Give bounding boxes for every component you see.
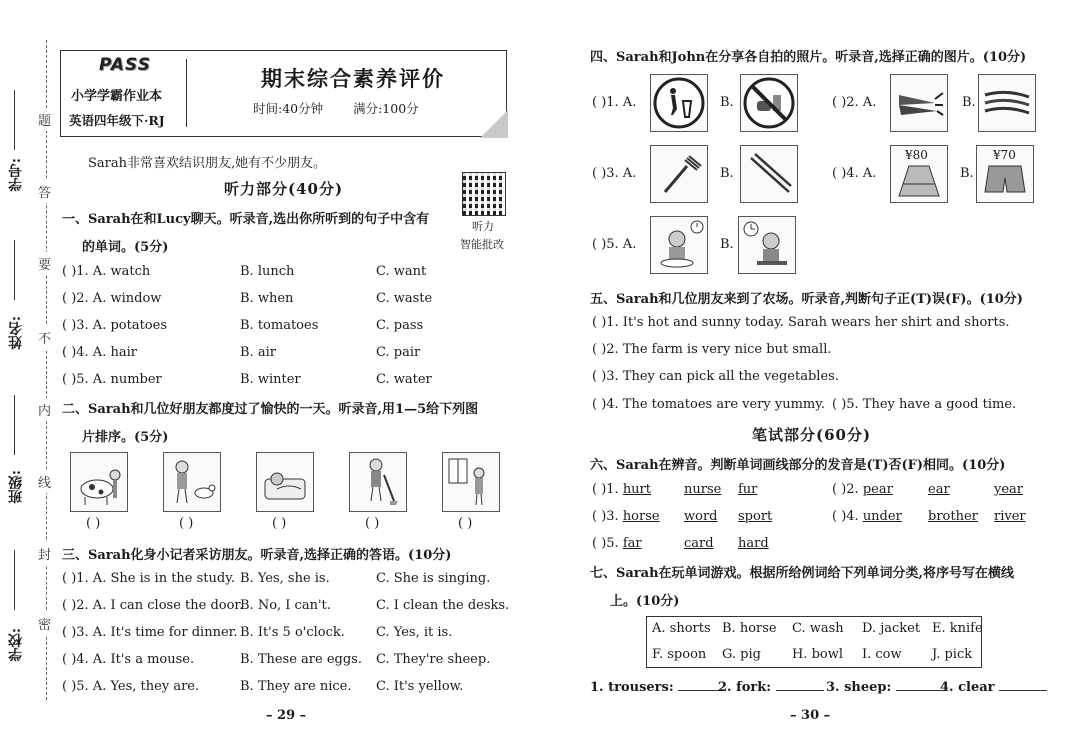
exam-header	[60, 50, 507, 137]
qr-caption-1: 听力	[472, 220, 494, 233]
seal-char: 线	[38, 470, 51, 493]
category-blank[interactable]	[896, 678, 944, 691]
s4-q1-b-label: B.	[720, 95, 734, 110]
girl-sleeping-picture	[256, 452, 314, 512]
seal-char: 内	[38, 398, 51, 421]
category-clear	[940, 678, 1047, 695]
seal-char: 题	[38, 108, 51, 131]
no-food-sign-icon	[740, 74, 798, 132]
s1-q5-c: C. water	[376, 372, 432, 387]
s4-q4-b-label: B.	[960, 166, 974, 181]
s6-q3-word2: word	[684, 509, 718, 524]
category-label: 3. sheep:	[826, 680, 892, 695]
green-beans-picture	[978, 74, 1036, 132]
section2-title: 二、Sarah和几位好朋友都度过了愉快的一天。听录音,用1—5给下列图	[62, 402, 479, 417]
s3-q1-b: B. Yes, she is.	[240, 571, 330, 586]
s3-q4-c: C. They're sheep.	[376, 652, 491, 667]
s3-q3-b: B. It's 5 o'clock.	[240, 625, 345, 640]
s6-q2-word2: ear	[928, 482, 950, 497]
s6-q3-word1: horse	[622, 509, 660, 524]
word-bank-item: D. jacket	[862, 621, 921, 636]
school-label: 学校:	[8, 628, 24, 662]
section6-title: 六、Sarah在辨音。判断单词画线部分的发音是(T)否(F)相同。(10分)	[590, 458, 1006, 473]
s6-q2-word1: pear	[862, 482, 893, 497]
s1-q5[interactable]: ( )5. A. number	[62, 372, 162, 387]
seal-char: 封	[38, 542, 51, 565]
s6-q1-word1: hurt	[622, 482, 651, 497]
seal-char: 不	[38, 326, 51, 349]
section3-title: 三、Sarah化身小记者采访朋友。听录音,选择正确的答语。(10分)	[62, 548, 452, 563]
s1-q1-c: C. want	[376, 264, 427, 279]
page-curl	[480, 110, 508, 138]
section1-title: 一、Sarah在和Lucy聊天。听录音,选出你所听到的句子中含有	[62, 212, 430, 227]
s3-q1[interactable]: ( )1. A. She is in the study.	[62, 571, 235, 586]
category-sheep	[826, 678, 944, 695]
s6-q3[interactable]: ( )3. horse	[592, 509, 660, 524]
s6-q5-word3: hard	[738, 536, 769, 551]
word-bank-item: A. shorts	[652, 621, 711, 636]
chopsticks-picture	[740, 145, 798, 203]
s6-q1[interactable]: ( )1. hurt	[592, 482, 651, 497]
girl-eating-picture	[650, 216, 708, 274]
brand-name: 小学学霸作业本	[71, 89, 163, 104]
s6-q2-word3: year	[994, 482, 1024, 497]
s3-q4[interactable]: ( )4. A. It's a mouse.	[62, 652, 195, 667]
s3-q3-c: C. Yes, it is.	[376, 625, 453, 640]
s3-q2-c: C. I clean the desks.	[376, 598, 510, 613]
s4-q2[interactable]: ( )2. A.	[832, 95, 877, 110]
s1-q1[interactable]: ( )1. A. watch	[62, 264, 151, 279]
exam-score: 满分:100分	[353, 101, 419, 116]
child-with-goat-picture	[163, 452, 221, 512]
student-id-label: 学号:	[8, 158, 24, 192]
s3-q1-c: C. She is singing.	[376, 571, 491, 586]
shorts-picture	[976, 145, 1034, 203]
no-littering-sign-icon	[650, 74, 708, 132]
category-fork	[718, 678, 824, 695]
word-bank-item: B. horse	[722, 621, 777, 636]
carrots-picture	[890, 74, 948, 132]
s3-q2[interactable]: ( )2. A. I can close the door.	[62, 598, 244, 613]
class-blank[interactable]	[14, 395, 15, 455]
seal-line	[46, 40, 47, 700]
s1-q4[interactable]: ( )4. A. hair	[62, 345, 137, 360]
word-bank-item: E. knife	[932, 621, 983, 636]
grade-label: 英语四年级下·RJ	[69, 113, 165, 128]
farm-cow-picture	[70, 452, 128, 512]
s1-q2-b: B. when	[240, 291, 294, 306]
s6-q3-word3: sport	[738, 509, 773, 524]
page-number-left: – 29 –	[266, 708, 307, 723]
s4-q3-b-label: B.	[720, 166, 734, 181]
skirt-price: ¥80	[905, 148, 928, 162]
section7-title-cont: 上。(10分)	[610, 594, 680, 609]
s6-q4-word1: under	[862, 509, 902, 524]
s5-q3[interactable]: ( )3. They can pick all the vegetables.	[592, 369, 839, 384]
s1-q4-c: C. pair	[376, 345, 421, 360]
section7-title: 七、Sarah在玩单词游戏。根据所给例词给下列单词分类,将序号写在横线	[590, 566, 1015, 581]
shorts-icon	[977, 162, 1033, 202]
s6-q1-word3: fur	[738, 482, 758, 497]
word-bank-item: C. wash	[792, 621, 844, 636]
word-bank-item: G. pig	[722, 647, 761, 662]
category-blank[interactable]	[776, 678, 824, 691]
s5-q2[interactable]: ( )2. The farm is very nice but small.	[592, 342, 832, 357]
section1-title-cont: 的单词。(5分)	[82, 240, 169, 255]
child-sweeping-picture	[349, 452, 407, 512]
s2-paren-2[interactable]: ( )	[179, 516, 194, 531]
category-blank[interactable]	[999, 678, 1047, 691]
s2-paren-3[interactable]: ( )	[272, 516, 287, 531]
fork-picture	[650, 145, 708, 203]
s3-q5-c: C. It's yellow.	[376, 679, 464, 694]
student-id-blank[interactable]	[14, 90, 15, 150]
skirt-picture	[890, 145, 948, 203]
header-divider	[186, 59, 187, 127]
s6-q5-word1: far	[622, 536, 642, 551]
s1-q5-b: B. winter	[240, 372, 301, 387]
s4-q3[interactable]: ( )3. A.	[592, 166, 637, 181]
s1-q3[interactable]: ( )3. A. potatoes	[62, 318, 168, 333]
exam-meta	[253, 99, 419, 117]
s3-q5-b: B. They are nice.	[240, 679, 352, 694]
word-bank-item: J. pick	[932, 647, 973, 662]
page-number-right: – 30 –	[790, 708, 831, 723]
s6-q5-word2: card	[684, 536, 714, 551]
pass-logo: PASS	[99, 55, 151, 75]
writing-title: 笔试部分(60分)	[752, 426, 872, 444]
s1-q2[interactable]: ( )2. A. window	[62, 291, 162, 306]
s1-q3-c: C. pass	[376, 318, 424, 333]
exam-title: 期末综合素养评价	[261, 66, 445, 91]
word-bank-item: I. cow	[862, 647, 902, 662]
s4-q2-b-label: B.	[962, 95, 976, 110]
listening-title: 听力部分(40分)	[224, 180, 344, 198]
s2-paren-4[interactable]: ( )	[365, 516, 380, 531]
exam-time: 时间:40分钟	[253, 101, 324, 116]
s3-q3[interactable]: ( )3. A. It's time for dinner.	[62, 625, 238, 640]
category-label: 2. fork:	[718, 680, 772, 695]
seal-char: 密	[38, 612, 51, 635]
skirt-icon	[891, 162, 947, 202]
s5-q5[interactable]: ( )5. They have a good time.	[832, 397, 1017, 412]
seal-char: 要	[38, 252, 51, 275]
word-bank-item: F. spoon	[652, 647, 707, 662]
s4-q5[interactable]: ( )5. A.	[592, 237, 637, 252]
qr-code-icon[interactable]	[462, 172, 506, 216]
category-label: 4. clear	[940, 680, 995, 695]
s6-q1-word2: nurse	[684, 482, 722, 497]
girl-in-room-picture	[442, 452, 500, 512]
category-trousers	[590, 678, 726, 695]
section5-title: 五、Sarah和几位朋友来到了农场。听录音,判断句子正(T)误(F)。(10分)	[590, 292, 1023, 307]
s1-q2-c: C. waste	[376, 291, 433, 306]
s1-q1-b: B. lunch	[240, 264, 295, 279]
s3-q5[interactable]: ( )5. A. Yes, they are.	[62, 679, 200, 694]
s6-q5[interactable]: ( )5. far	[592, 536, 642, 551]
name-blank[interactable]	[14, 240, 15, 300]
name-label: 姓名:	[8, 316, 24, 350]
s3-q4-b: B. These are eggs.	[240, 652, 362, 667]
s2-paren-1[interactable]: ( )	[86, 516, 101, 531]
s6-q4-word3: river	[994, 509, 1026, 524]
section4-title: 四、Sarah和John在分享各自拍的照片。听录音,选择正确的图片。(10分)	[590, 50, 1027, 65]
s6-q4-word2: brother	[928, 509, 978, 524]
shorts-price: ¥70	[993, 148, 1016, 162]
s4-q1[interactable]: ( )1. A.	[592, 95, 637, 110]
boy-with-clock-picture	[738, 216, 796, 274]
s5-q1[interactable]: ( )1. It's hot and sunny today. Sarah wears her shirt and shorts.	[592, 315, 1010, 330]
s6-q2[interactable]: ( )2. pear	[832, 482, 893, 497]
qr-caption-2: 智能批改	[460, 238, 504, 251]
s2-paren-5[interactable]: ( )	[458, 516, 473, 531]
word-bank-item: H. bowl	[792, 647, 844, 662]
section2-title-cont: 片排序。(5分)	[82, 430, 169, 445]
s4-q4[interactable]: ( )4. A.	[832, 166, 877, 181]
s5-q4[interactable]: ( )4. The tomatoes are very yummy.	[592, 397, 825, 412]
seal-char: 答	[38, 180, 51, 203]
s4-q5-b-label: B.	[720, 237, 734, 252]
s3-q2-b: B. No, I can't.	[240, 598, 331, 613]
category-label: 1. trousers:	[590, 680, 674, 695]
class-label: 班级:	[8, 470, 24, 504]
school-blank[interactable]	[14, 550, 15, 610]
s1-q3-b: B. tomatoes	[240, 318, 319, 333]
s6-q4[interactable]: ( )4. under	[832, 509, 902, 524]
s1-q4-b: B. air	[240, 345, 276, 360]
intro-text: Sarah非常喜欢结识朋友,她有不少朋友。	[88, 156, 327, 171]
